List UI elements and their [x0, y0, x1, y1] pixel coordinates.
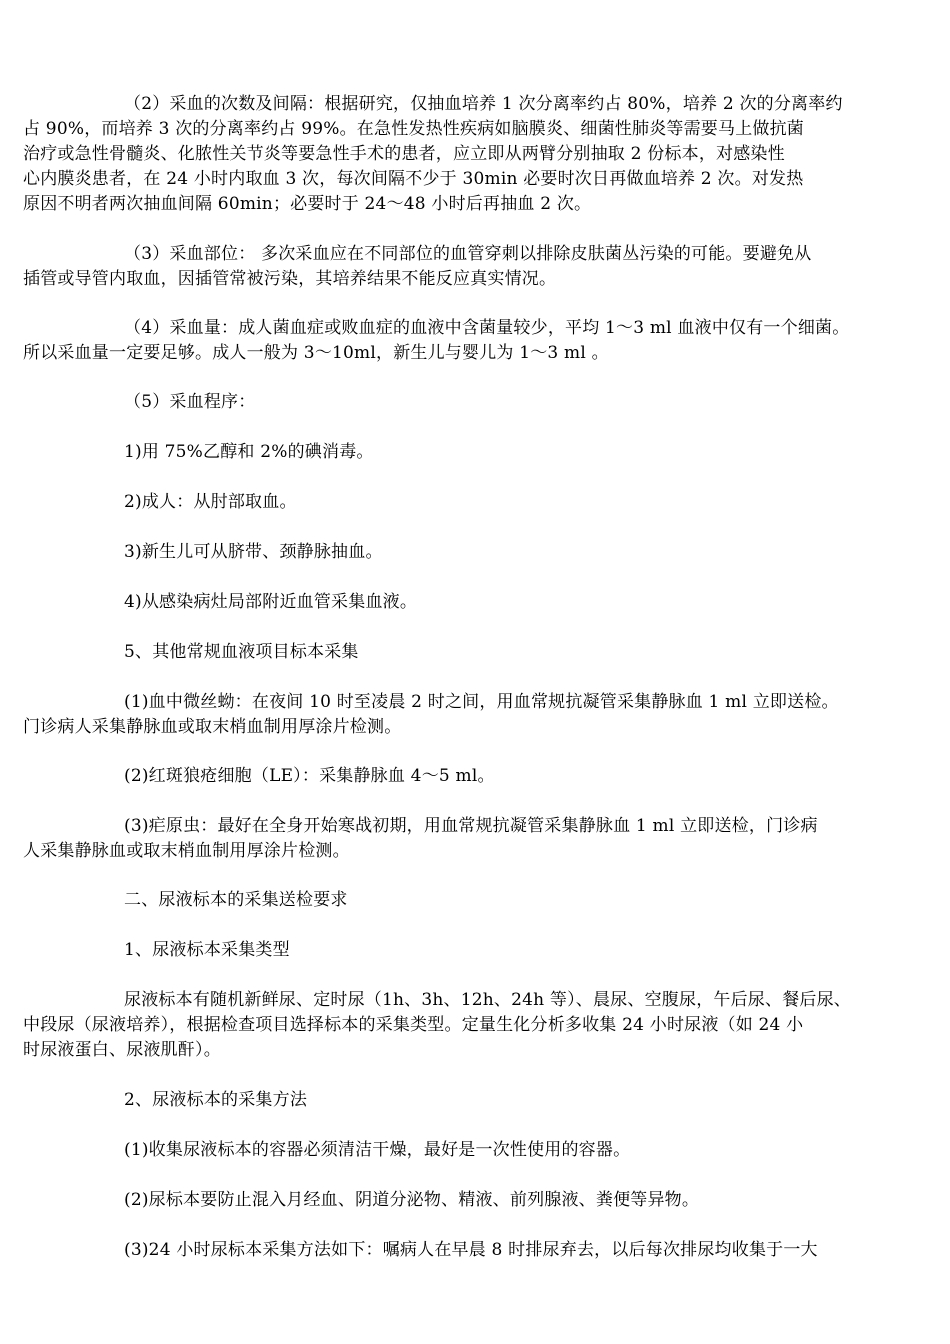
subsection-heading-urine-types — [124, 938, 894, 963]
paragraph-urine-types — [23, 988, 894, 1063]
text-line: （4）采血量：成人菌血症或败血症的血液中含菌量较少，平均 1～3 ml 血液中仅有一个细菌。 — [124, 318, 850, 338]
text-line: 人采集静脉血或取末梢血制用厚涂片检测。 — [23, 841, 350, 861]
text-line: （3）采血部位： 多次采血应在不同部位的血管穿刺以排除皮肤菌丛污染的可能。要避免从 — [124, 244, 812, 264]
paragraph-urine-container — [124, 1138, 894, 1163]
text-line: 原因不明者两次抽血间隔 60min；必要时于 24～48 小时后再抽血 2 次。 — [23, 194, 592, 214]
text-line: 2、尿液标本的采集方法 — [124, 1090, 308, 1110]
paragraph-step-3 — [124, 540, 894, 565]
text-line: 1)用 75%乙醇和 2%的碘消毒。 — [124, 442, 374, 462]
paragraph-malaria — [23, 814, 894, 864]
text-line: 5、其他常规血液项目标本采集 — [124, 642, 359, 662]
text-line: 2)成人：从肘部取血。 — [124, 492, 297, 512]
text-line: (2)尿标本要防止混入月经血、阴道分泌物、精液、前列腺液、粪便等异物。 — [124, 1190, 700, 1210]
subsection-heading-urine-methods — [124, 1088, 894, 1113]
text-line: 3)新生儿可从脐带、颈静脉抽血。 — [124, 542, 383, 562]
paragraph-le-cells — [124, 764, 894, 789]
text-line: (3)24 小时尿标本采集方法如下：嘱病人在早晨 8 时排尿弃去，以后每次排尿均收集于一大 — [124, 1240, 818, 1260]
text-line: (1)收集尿液标本的容器必须清洁干燥，最好是一次性使用的容器。 — [124, 1140, 631, 1160]
text-line: 门诊病人采集静脉血或取末梢血制用厚涂片检测。 — [23, 717, 402, 737]
text-line: 占 90%，而培养 3 次的分离率约占 99%。在急性发热性疾病如脑膜炎、细菌性肺炎等需要马上做抗菌 — [23, 119, 804, 139]
paragraph-blood-collection-site — [23, 242, 894, 292]
paragraph-step-2 — [124, 490, 894, 515]
text-line: （2）采血的次数及间隔：根据研究，仅抽血培养 1 次分离率约占 80%，培养 2 次的分离率约 — [124, 94, 843, 114]
paragraph-blood-volume — [23, 316, 894, 366]
text-line: 心内膜炎患者，在 24 小时内取血 3 次，每次间隔不少于 30min 必要时次日再做血培养 2 次。对发热 — [23, 169, 804, 189]
text-line: 所以采血量一定要足够。成人一般为 3～10ml，新生儿与婴儿为 1～3 ml 。 — [23, 343, 609, 363]
paragraph-microfilaria — [23, 690, 894, 740]
text-line: 中段尿（尿液培养），根据检查项目选择标本的采集类型。定量生化分析多收集 24 小时尿液（如 24 小 — [23, 1015, 804, 1035]
section-heading-urine — [124, 888, 894, 913]
paragraph-blood-collection-frequency — [23, 92, 894, 217]
text-line: (2)红斑狼疮细胞（LE）：采集静脉血 4～5 ml。 — [124, 766, 495, 786]
text-line: 1、尿液标本采集类型 — [124, 940, 290, 960]
paragraph-step-4 — [124, 590, 894, 615]
text-line: 时尿液蛋白、尿液肌酐）。 — [23, 1040, 221, 1060]
text-line: 4)从感染病灶局部附近血管采集血液。 — [124, 592, 418, 612]
text-line: 尿液标本有随机新鲜尿、定时尿（1h、3h、12h、24h 等）、晨尿、空腹尿，午后尿、餐后尿、 — [124, 990, 851, 1010]
text-line: （5）采血程序： — [124, 392, 256, 412]
text-line: 治疗或急性骨髓炎、化脓性关节炎等要急性手术的患者，应立即从两臂分别抽取 2 份标本，对感染性 — [23, 144, 785, 164]
text-line: (3)疟原虫：最好在全身开始寒战初期，用血常规抗凝管采集静脉血 1 ml 立即送检，门诊病 — [124, 816, 818, 836]
text-line: (1)血中微丝蚴：在夜间 10 时至凌晨 2 时之间，用血常规抗凝管采集静脉血 1 ml 立即送检。 — [124, 692, 839, 712]
text-line: 二、尿液标本的采集送检要求 — [124, 890, 348, 910]
paragraph-urine-contamination — [124, 1188, 894, 1213]
paragraph-24h-urine — [124, 1238, 894, 1263]
section-heading-other-blood — [124, 640, 894, 665]
text-line: 插管或导管内取血，因插管常被污染，其培养结果不能反应真实情况。 — [23, 269, 557, 289]
paragraph-step-1 — [124, 440, 894, 465]
paragraph-blood-procedure-heading — [124, 390, 894, 415]
